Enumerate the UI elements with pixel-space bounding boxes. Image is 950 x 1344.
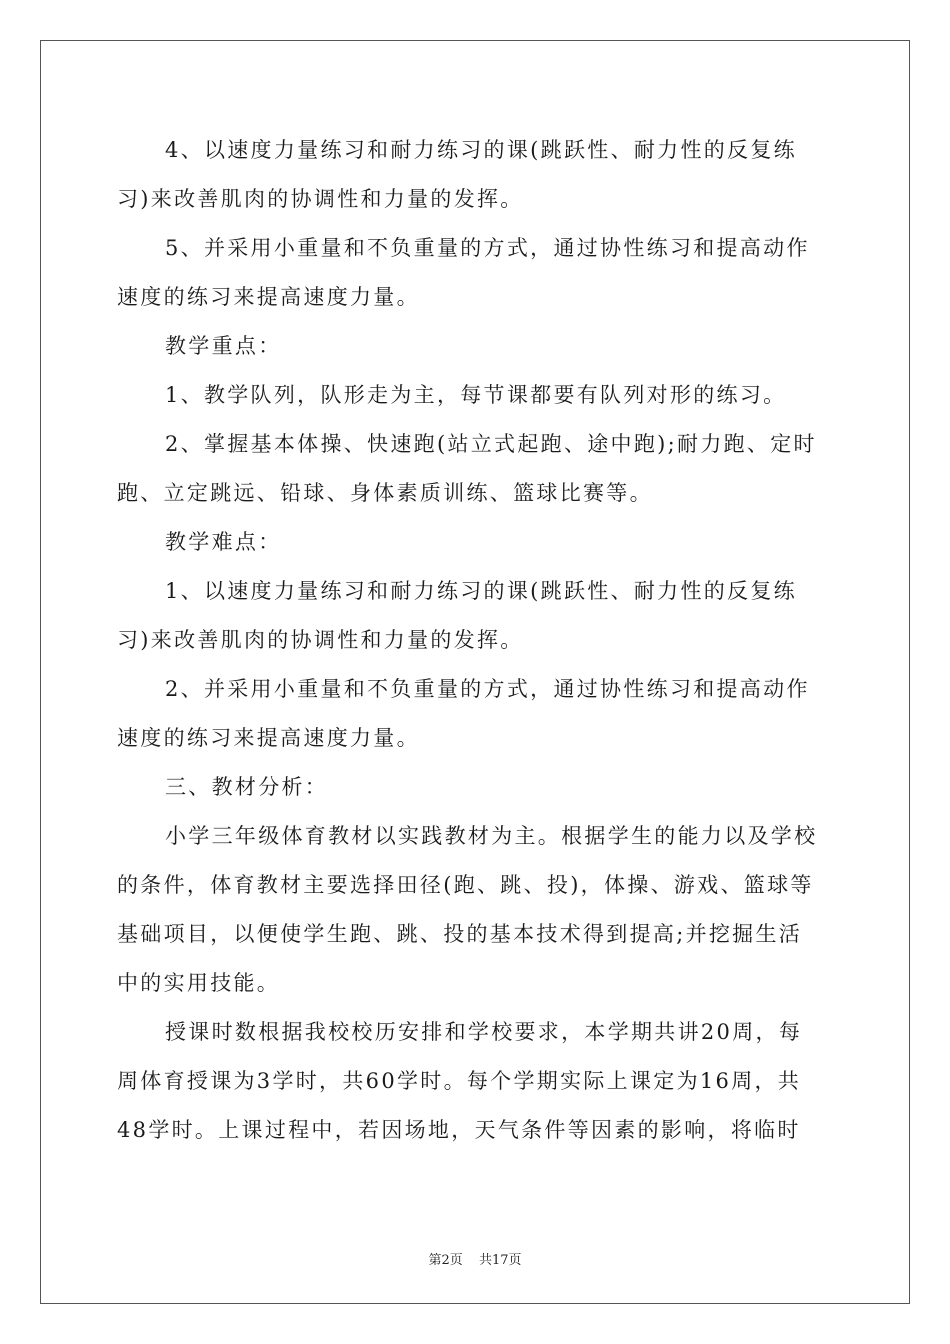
- text-line: 跑、立定跳远、铅球、身体素质训练、篮球比赛等。: [117, 481, 653, 505]
- paragraph: [117, 1008, 833, 1155]
- text-line: 48学时。上课过程中，若因场地，天气条件等因素的影响，将临时: [117, 1118, 801, 1142]
- text-line: 的条件，体育教材主要选择田径(跑、跳、投)，体操、游戏、篮球等: [117, 873, 814, 897]
- text-line: 速度的练习来提高速度力量。: [117, 285, 420, 309]
- text-line: 5、并采用小重量和不负重量的方式，通过协性练习和提高动作: [165, 236, 810, 260]
- text-line: 4、以速度力量练习和耐力练习的课(跳跃性、耐力性的反复练: [165, 138, 797, 162]
- text-line: 习)来改善肌肉的协调性和力量的发挥。: [117, 628, 524, 652]
- paragraph: [117, 322, 833, 371]
- page-footer: [0, 1249, 950, 1268]
- text-line: 中的实用技能。: [117, 971, 281, 995]
- page-number: 第2页: [428, 1253, 463, 1268]
- text-line: 教学重点：: [165, 334, 282, 358]
- paragraph: [117, 763, 833, 812]
- paragraph: [117, 567, 833, 665]
- text-line: 2、掌握基本体操、快速跑(站立式起跑、途中跑);耐力跑、定时: [165, 432, 817, 456]
- paragraph: [117, 224, 833, 322]
- text-line: 1、教学队列，队形走为主，每节课都要有队列对形的练习。: [165, 383, 787, 407]
- text-line: 基础项目，以便使学生跑、跳、投的基本技术得到提高;并挖掘生活: [117, 922, 803, 946]
- document-body: [117, 126, 833, 1155]
- paragraph: [117, 126, 833, 224]
- text-line: 小学三年级体育教材以实践教材为主。根据学生的能力以及学校: [165, 824, 818, 848]
- text-line: 2、并采用小重量和不负重量的方式，通过协性练习和提高动作: [165, 677, 810, 701]
- paragraph: [117, 518, 833, 567]
- text-line: 1、以速度力量练习和耐力练习的课(跳跃性、耐力性的反复练: [165, 579, 797, 603]
- paragraph: [117, 812, 833, 1008]
- text-line: 授课时数根据我校校历安排和学校要求，本学期共讲20周，每: [165, 1020, 803, 1044]
- text-line: 习)来改善肌肉的协调性和力量的发挥。: [117, 187, 524, 211]
- text-line: 速度的练习来提高速度力量。: [117, 726, 420, 750]
- text-line: 三、教材分析：: [165, 775, 329, 799]
- text-line: 周体育授课为3学时，共60学时。每个学期实际上课定为16周，共: [117, 1069, 802, 1093]
- paragraph: [117, 665, 833, 763]
- page-total: 共17页: [478, 1253, 522, 1268]
- paragraph: [117, 371, 833, 420]
- text-line: 教学难点：: [165, 530, 282, 554]
- paragraph: [117, 420, 833, 518]
